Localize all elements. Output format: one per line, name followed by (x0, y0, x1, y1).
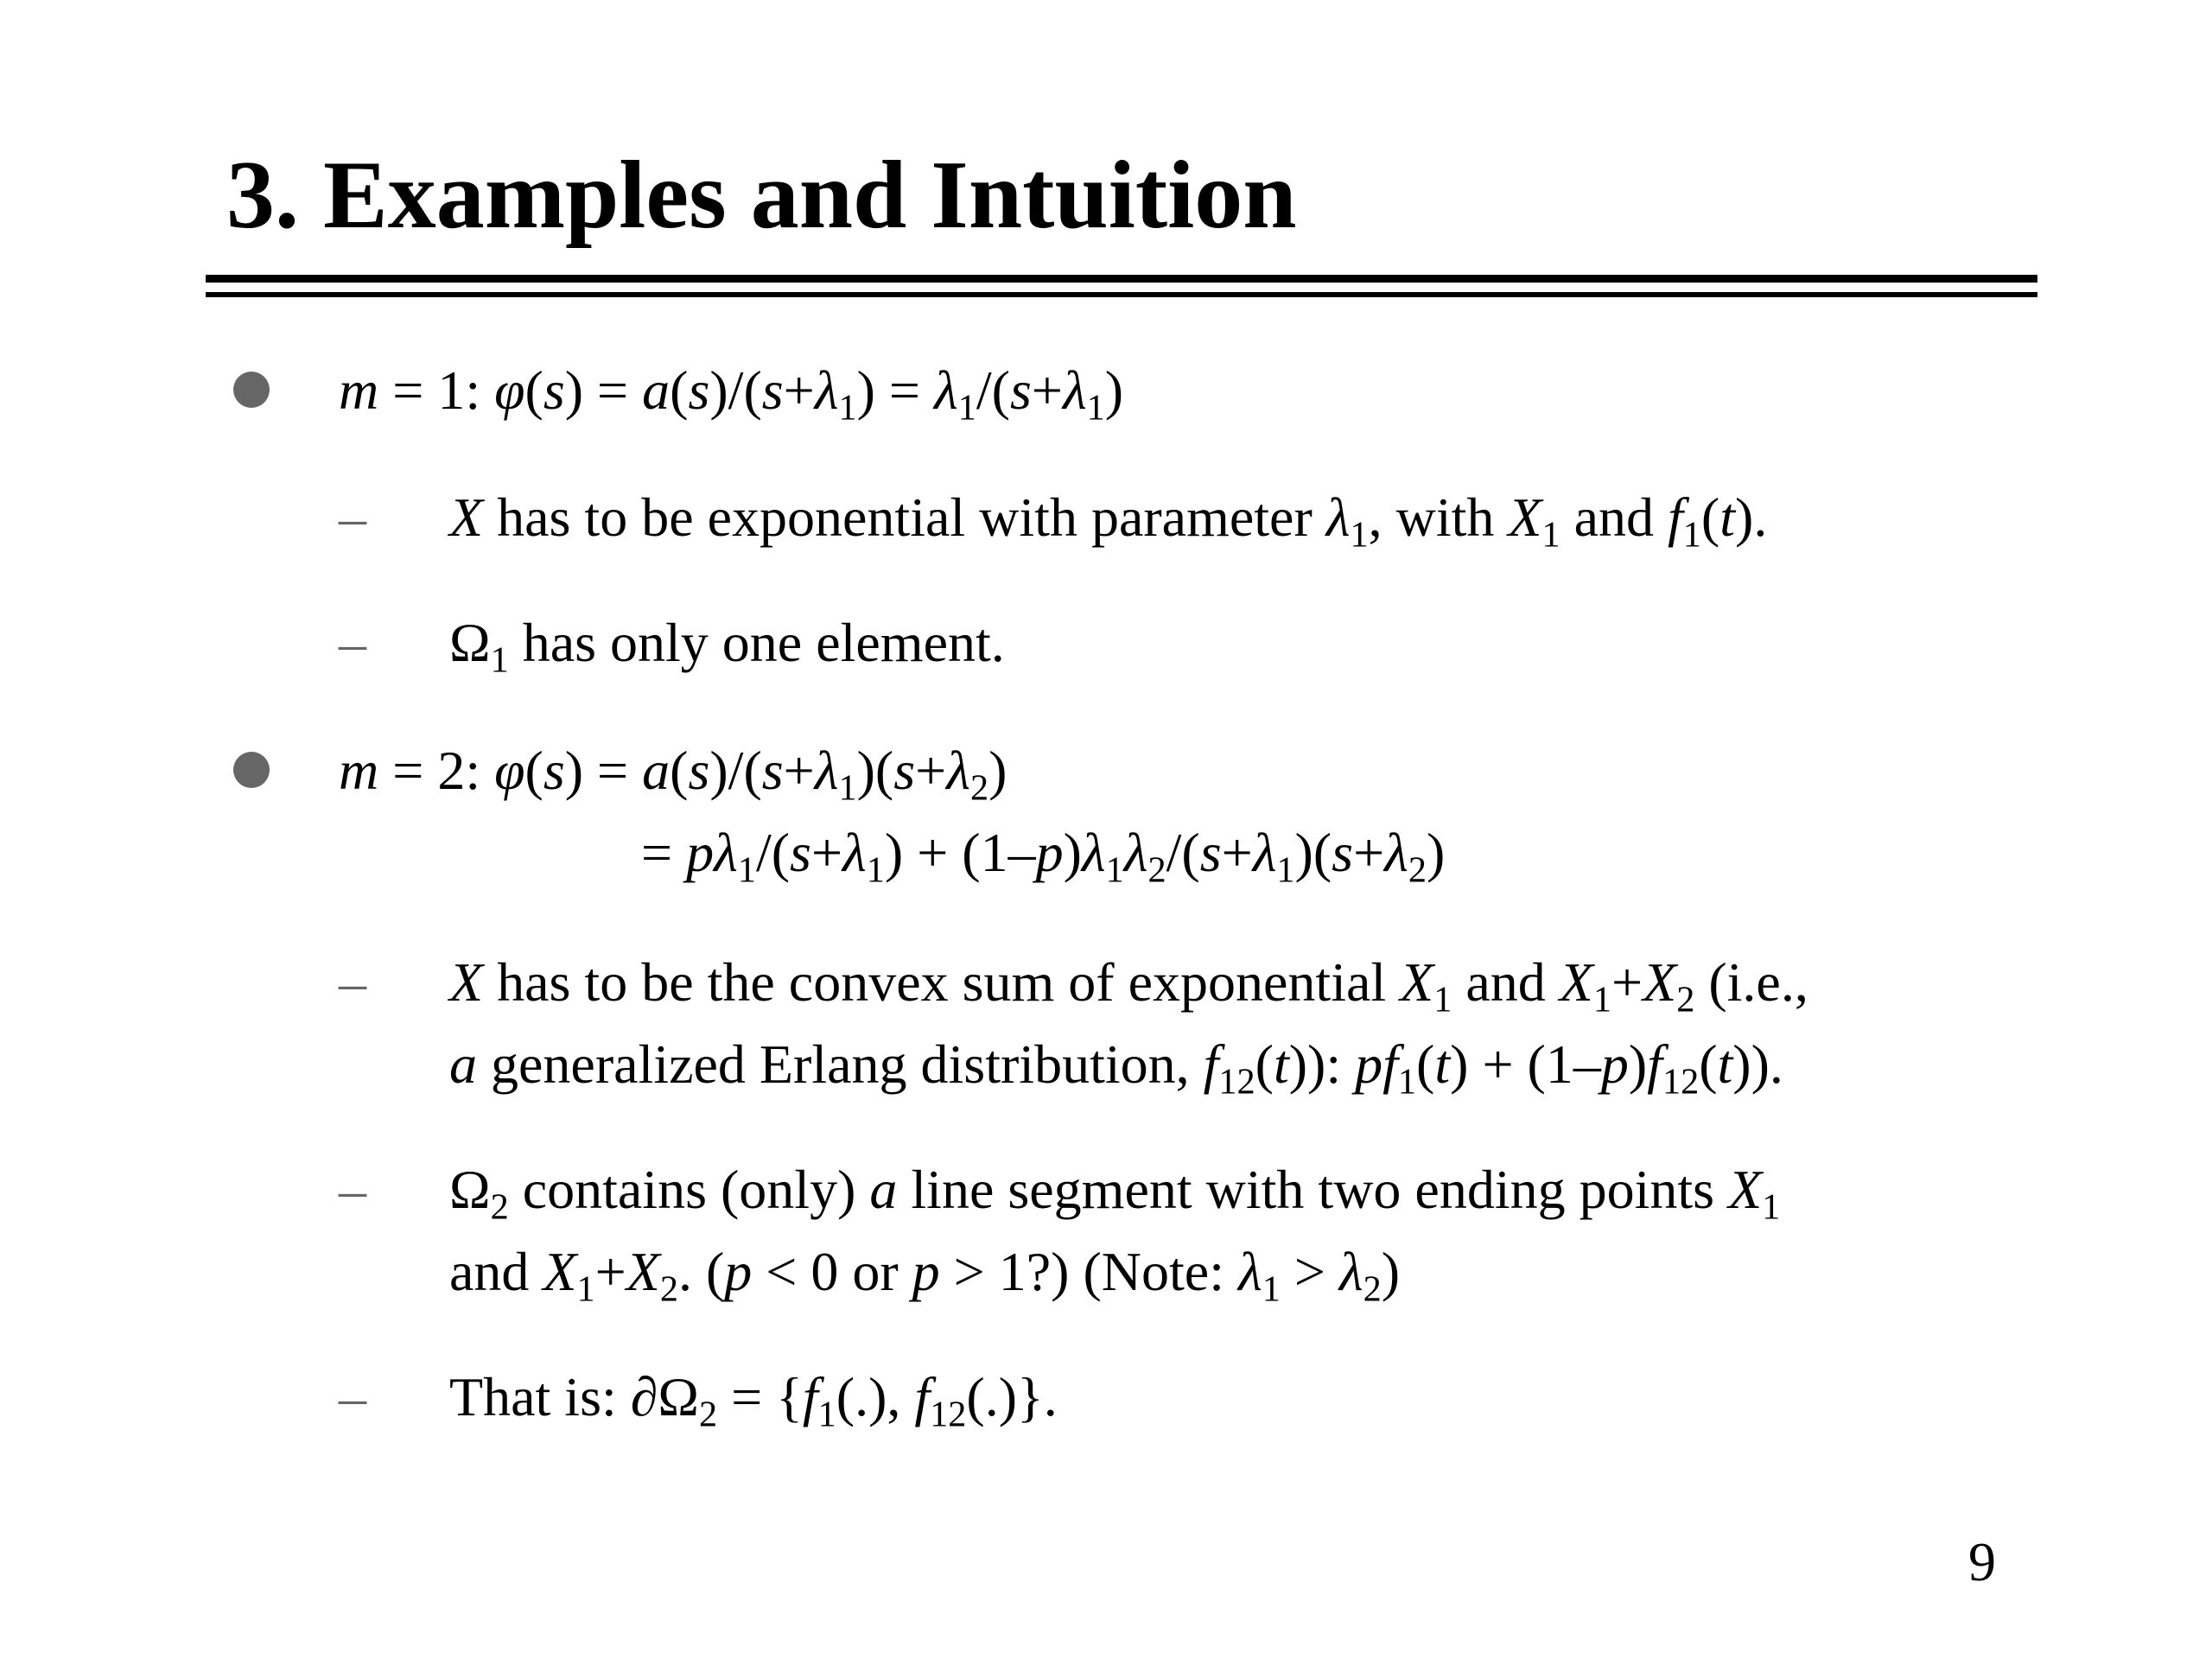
sub-item-2-1-line-1: X has to be the convex sum of exponential $X_1$ and $X_1+X_2$ (i.e., (449, 951, 1808, 1020)
sub-item-1-2: $\Omega_1$ has only one element. (449, 612, 1005, 681)
dash-1-1: – (339, 486, 366, 548)
page-number: 9 (1968, 1531, 1996, 1592)
bullet-dot-1 (233, 372, 270, 408)
dash-1-2: – (339, 612, 366, 673)
sub-item-1-1: X has to be exponential with parameter $\lambda_1$, with $X_1$ and $f_1(t)$. (449, 486, 1768, 556)
bullet-dot-2 (233, 752, 270, 788)
sub-item-2-3: That is: $\partial\Omega_2 = \{f_1(.)$, $f_{12}(.)$}. (449, 1366, 1058, 1435)
dash-2-3: – (339, 1366, 366, 1427)
sub-item-2-1-line-2: a generalized Erlang distribution, $f_{12}(t)$): $pf_1(t) + (1-p)f_{12}(t)$). (449, 1033, 1783, 1103)
bullet-2-text-line-1: m = 2: $\varphi(s) = a(s)/(s+\lambda_1)(s+\lambda_2)$ (339, 740, 1007, 809)
title-rule-top (206, 275, 2037, 283)
slide-title: 3. Examples and Intuition (226, 142, 1297, 249)
sub-item-2-2-line-2: and $X_1+X_2$. (p < 0 or p > 1?) (Note: $\lambda_1 > \lambda_2$) (449, 1241, 1401, 1310)
sub-item-2-2-line-1: $\Omega_2$ contains (only) a line segment with two ending points $X_1$ (449, 1159, 1781, 1228)
bullet-2-text-line-2: = $p\lambda_1/(s+\lambda_1) + (1-p)\lambda_1\lambda_2/(s+\lambda_1)(s+\lambda_2)$ (641, 822, 1446, 891)
dash-2-1: – (339, 951, 366, 1013)
dash-2-2: – (339, 1159, 366, 1220)
title-rule-bottom (206, 292, 2037, 297)
bullet-1-text: m = 1: $\varphi(s) = a(s)/(s+\lambda_1) = \lambda_1/(s+\lambda_1)$ (339, 359, 1124, 429)
